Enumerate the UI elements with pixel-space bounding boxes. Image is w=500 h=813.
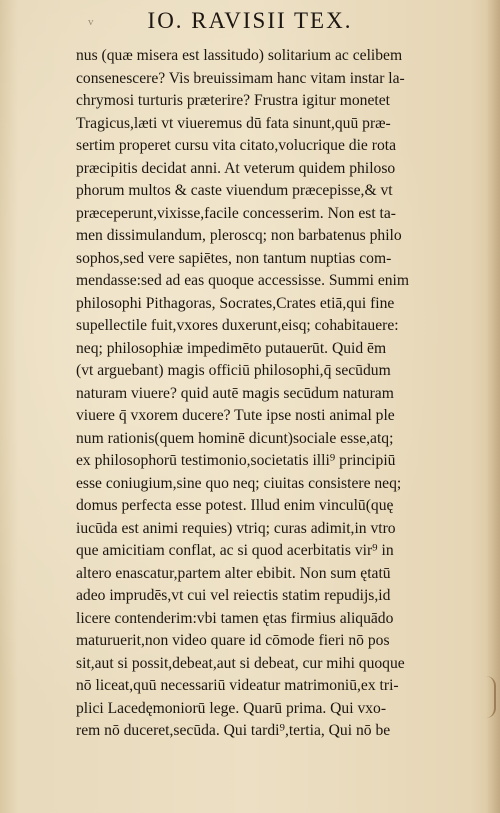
body-text [76, 45, 472, 743]
text-line: neq; philosophiæ impedimēto putauerūt. Quid ēm [76, 339, 387, 357]
text-line: num rationis(quem hominē dicunt)sociale esse,atq; [76, 429, 394, 447]
text-line: nō liceat,quū necessariū videatur matrimoniū,ex tri- [76, 677, 399, 694]
text-line: sertim properet cursu vita citato,volucrique die rota [76, 137, 396, 154]
text-line: nus (quæ misera est lassitudo) solitarium ac celibem [76, 47, 403, 64]
text-line: licere contenderim:vbi tamen ętas firmius aliquādo [76, 609, 394, 627]
text-line: domus perfecta esse potest. Illud enim vinculū(quę [76, 497, 394, 514]
text-line: præceperunt,vixisse,facile concesserim. Non est ta- [76, 204, 396, 222]
text-line: phorum multos & caste viuendum præcepisse,& vt [76, 182, 393, 199]
text-line: supellectile fuit,vxores duxerunt,eisq; cohabitauere: [76, 317, 399, 334]
text-line: rem nō duceret,secūda. Qui tardi⁹,tertia, Qui nō be [76, 722, 391, 739]
text-line: viuere q̄ vxorem ducere? Tute ipse nosti animal ple [76, 407, 395, 424]
text-line: altero enascatur,partem alter ebibit. Non sum ętatū [76, 564, 391, 582]
margin-annotation-mark [484, 676, 496, 718]
text-line: mendasse:sed ad eas quoque accessisse. Summi enim [76, 272, 410, 289]
text-line: philosophi Pithagoras, Socrates,Crates etiā,qui fine [76, 294, 395, 312]
running-head: IO. RAVISII TEX. [147, 8, 353, 33]
text-line: præcipitis decidat anni. At veterum quidem philoso [76, 159, 396, 177]
corner-mark: v [88, 16, 94, 28]
text-line: Tragicus,læti vt viueremus dū fata sinunt,quū præ- [76, 114, 391, 132]
text-line: adeo imprudēs,vt cui vel reiectis statim repudijs,id [76, 587, 391, 604]
text-line: naturam viuere? quid autē magis secūdum naturam [76, 384, 394, 402]
text-line: consenescere? Vis breuissimam hanc vitam instar la- [76, 69, 405, 87]
text-line: sophos,sed vere sapiētes, non tantum nuptias com- [76, 249, 392, 267]
text-line: maturuerit,non video quare id cōmode fieri nō pos [76, 632, 390, 649]
text-line: sit,aut si possit,debeat,aut si debeat, cur mihi quoque [76, 654, 405, 672]
text-line: men dissimulandum, pleroscq; non barbatenus philo [76, 227, 402, 244]
text-line: ex philosophorū testimonio,societatis illi⁹ principiū [76, 452, 396, 469]
text-line: iucūda est animi requies) vtriq; curas adimit,in vtro [76, 519, 396, 537]
text-line: chrymosi turturis præterire? Frustra igitur monetet [76, 92, 390, 109]
text-line: (vt arguebant) magis officiū philosophi,q̄ secūdum [76, 362, 391, 379]
text-line: que amicitiam conflat, ac si quod acerbitatis vir⁹ in [76, 542, 394, 559]
text-line: esse coniugium,sine quo neq; ciuitas consistere neq; [76, 474, 402, 492]
text-line: plici Lacedęmoniorū lege. Quarū prima. Qui vxo- [76, 699, 387, 717]
